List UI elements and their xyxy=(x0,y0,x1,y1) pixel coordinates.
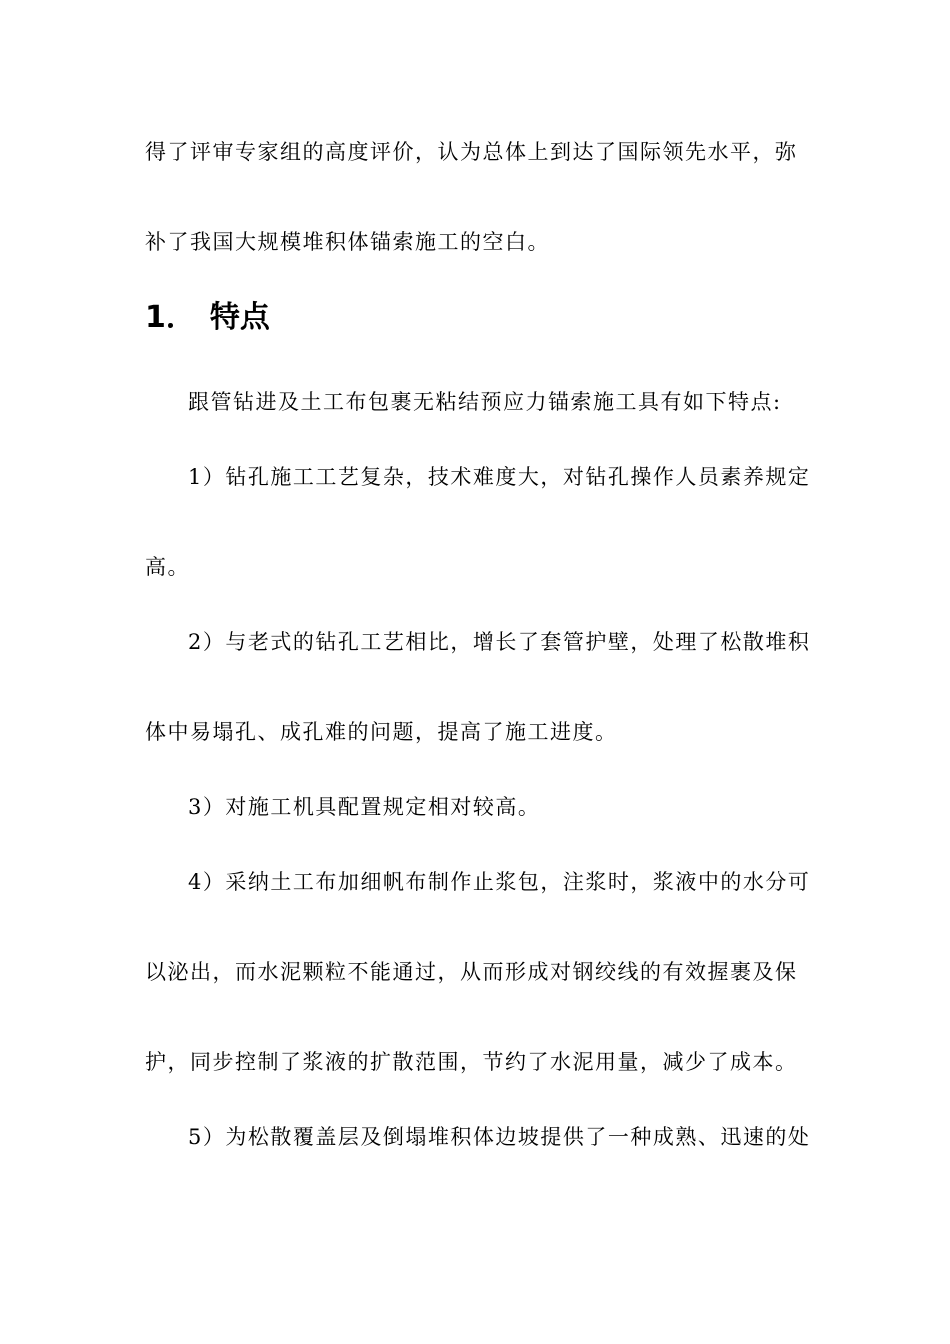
list-item-5-line-1: 5）为松散覆盖层及倒塌堆积体边坡提供了一种成熟、迅速的处 xyxy=(188,1125,811,1149)
body-text-line: 补了我国大规模堆积体锚索施工的空白。 xyxy=(145,230,550,254)
list-item-3: 3）对施工机具配置规定相对较高。 xyxy=(188,795,541,819)
list-item-2-line-1: 2）与老式的钻孔工艺相比，增长了套管护壁，处理了松散堆积 xyxy=(188,630,811,654)
list-item-4-line-1: 4）采纳土工布加细帆布制作止浆包，注浆时，浆液中的水分可 xyxy=(188,870,811,894)
list-item-2-line-2: 体中易塌孔、成孔难的问题，提高了施工进度。 xyxy=(145,720,618,744)
section-number: 1． xyxy=(145,300,196,335)
list-item-4-line-2: 以泌出，而水泥颗粒不能通过，从而形成对钢绞线的有效握裹及保 xyxy=(145,960,798,984)
list-item-4-line-3: 护，同步控制了浆液的扩散范围，节约了水泥用量，减少了成本。 xyxy=(145,1050,798,1074)
paragraph-intro: 跟管钻进及土工布包裹无粘结预应力锚索施工具有如下特点: xyxy=(188,390,782,414)
body-text-line: 得了评审专家组的高度评价，认为总体上到达了国际领先水平，弥 xyxy=(145,140,798,164)
section-title: 特点 xyxy=(209,300,270,335)
list-item-1-line-1: 1）钻孔施工工艺复杂，技术难度大，对钻孔操作人员素养规定 xyxy=(188,465,811,489)
list-item-1-line-2: 高。 xyxy=(145,555,190,579)
section-heading xyxy=(145,298,270,338)
